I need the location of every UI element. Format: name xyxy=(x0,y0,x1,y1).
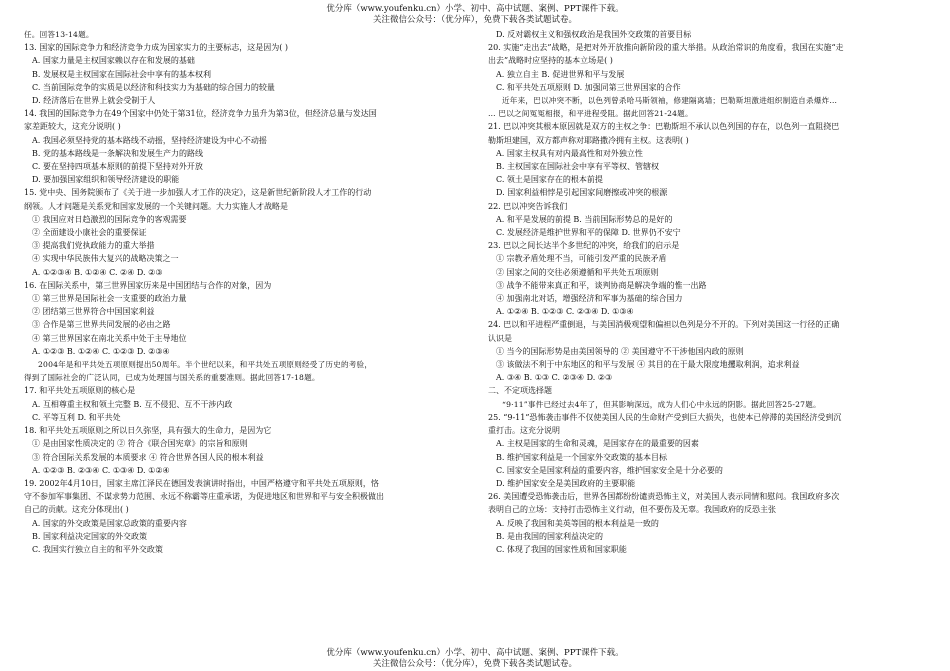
text-line: 19. 2002年4月10日，国家主席江泽民在德国发表演讲时指出，中国严格遵守和平共处五项原则，恪 xyxy=(24,478,379,488)
text-line: 得到了国际社会的广泛认同，已成为处理国与国关系的重要准则。据此回答17-18题。 xyxy=(24,373,320,383)
text-line: A. 国家主权具有对内最高性和对外独立性 xyxy=(496,148,643,158)
text-line: 16. 在国际关系中，第三世界国家历来是中国团结与合作的对象，因为 xyxy=(24,280,272,290)
text-line: B. 主权国家在国际社会中享有平等权、管辖权 xyxy=(496,162,659,172)
text-line: A. 国家的外交政策是国家总政策的重要内容 xyxy=(32,518,187,528)
text-line: C. 和平共处五项原则 D. 加强同第三世界国家的合作 xyxy=(496,82,681,92)
text-line: D. 国家利益相悖是引起国家间磨擦或冲突的根源 xyxy=(496,188,668,198)
footer-line-2: 关注微信公众号：（优分库），免费下载各类试题试卷。 xyxy=(372,659,577,669)
text-line: B. 发展权是主权国家在国际社会中享有的基本权利 xyxy=(32,69,211,79)
text-line: ② 团结第三世界符合中国国家利益 xyxy=(32,307,155,317)
text-line: A. ③④ B. ①③ C. ②③④ D. ②③ xyxy=(496,373,613,383)
text-line: C. 要在坚持四项基本原则的前提下坚持对外开放 xyxy=(32,162,203,172)
text-line: 20. 实施“走出去”战略，是把对外开放推向新阶段的重大举措。从政治常识的角度看，我国在实施“走 xyxy=(488,43,844,53)
text-line: A. 反映了我国和美英等国的根本利益是一致的 xyxy=(496,518,659,528)
text-line: 14. 我国的国际竞争力在49个国家中仍处于第31位，经济竞争力虽升为第3位，但经济总量与发达国 xyxy=(24,109,377,119)
text-line: D. 维护国家安全是美国政府的主要职能 xyxy=(496,478,636,488)
text-line: C. 我国实行独立自主的和平外交政策 xyxy=(32,544,163,554)
text-line: B. 国家利益决定国家的外交政策 xyxy=(32,531,147,541)
text-line: ① 第三世界是国际社会一支重要的政治力量 xyxy=(32,294,187,304)
text-line: C. 国家安全是国家利益的重要内容，维护国家安全是十分必要的 xyxy=(496,465,723,475)
text-line: A. 主权是国家的生命和灵魂，是国家存在的最重要的因素 xyxy=(496,439,699,449)
footer-line-1: 优分库（www.youfenku.cn）小学、初中、高中试题、案例、PPT课件下载。 xyxy=(326,648,624,658)
text-line: 家差距较大，这充分说明( ) xyxy=(24,122,121,132)
text-line: C. 当前国际竞争的实质是以经济和科技实力为基础的综合国力的较量 xyxy=(32,82,275,92)
text-line: 近年来，巴以冲突不断，以色列曾杀哈马斯领袖，修建隔离墙；巴勒斯坦激进组织制造自杀爆炸… xyxy=(502,96,838,106)
header-line-1: 优分库（www.youfenku.cn）小学、初中、高中试题、案例、PPT课件下载。 xyxy=(326,4,624,14)
text-line: 22. 巴以冲突告诉我们 xyxy=(488,201,568,211)
text-line: D. 要加强国家组织和领导经济建设的职能 xyxy=(32,175,180,185)
text-line: 23. 巴以之间长达半个多世纪的冲突，给我们的启示是 xyxy=(488,241,680,251)
text-line: ④ 第三世界国家在南北关系中处于主导地位 xyxy=(32,333,187,343)
page-footer xyxy=(0,648,950,670)
left-column xyxy=(24,28,468,556)
text-line: ③ 该做法不利于中东地区的和平与发展 ④ 其目的在于最大限度地攫取利润，追求利益 xyxy=(496,360,800,370)
text-line: … 巴以之间冤冤相报，和平进程受阻。据此回答21-24题。 xyxy=(488,109,693,119)
text-line: 13. 国家的国际竞争力和经济竞争力成为国家实力的主要标志，这是因为( ) xyxy=(24,43,289,53)
text-line: 15. 党中央、国务院颁布了《关于进一步加强人才工作的决定》，这是新世纪新阶段人才工作的行动 xyxy=(24,188,372,198)
text-line: 任。回答13-14题。 xyxy=(24,30,94,39)
text-line: “9·11”事件已经过去4年了，但其影响深远，成为人们心中永远的阴影。据此回答25-27题。 xyxy=(502,399,821,409)
text-line: C. 平等互利 D. 和平共处 xyxy=(32,412,121,422)
text-line: B. 是由我国的国家利益决定的 xyxy=(496,531,603,541)
text-line: 纲领。人才问题是关系党和国家发展的一个关键问题。大力实施人才战略是 xyxy=(24,201,288,211)
text-line: A. ①②③ B. ①②④ C. ①②③ D. ②③④ xyxy=(32,346,170,356)
text-line: 2004年是和平共处五项原则提出50周年。半个世纪以来，和平共处五项原则经受了历史的考验， xyxy=(38,360,373,370)
text-line: ① 当今的国际形势是由美国领导的 ② 美国遵守不干涉他国内政的原则 xyxy=(496,346,744,356)
text-line: 24. 巴以和平进程严重倒退，与美国消极观望和偏袒以色列是分不开的。下列对美国这一行径的正确 xyxy=(488,320,840,330)
text-line: 表明自己的立场：支持打击恐怖主义行动，但不要伤及无辜。我国政府的反恐主张 xyxy=(488,505,776,515)
text-line: 重打击。这充分说明 xyxy=(488,426,560,436)
text-line: A. 互相尊重主权和领土完整 B. 互不侵犯、互不干涉内政 xyxy=(32,399,233,409)
text-line: 认识是 xyxy=(488,333,512,343)
text-line: ③ 战争不能带来真正和平，谈判协商是解决争端的惟一出路 xyxy=(496,280,707,290)
text-line: ① 宗教矛盾处理不当，可能引发严重的民族矛盾 xyxy=(496,254,667,264)
text-line: ② 国家之间的交往必须遵循和平共处五项原则 xyxy=(496,267,659,277)
text-line: A. ①②③④ B. ①②④ C. ②④ D. ②③ xyxy=(32,267,163,277)
text-line: 二、不定项选择题 xyxy=(488,386,552,396)
text-line: C. 发展经济是维护世界和平的保障 D. 世界仍不安宁 xyxy=(496,228,681,238)
text-line: D. 反对霸权主义和强权政治是我国外交政策的首要目标 xyxy=(496,30,692,39)
right-column xyxy=(488,28,928,556)
text-line: 守不参加军事集团、不谋求势力范围、永远不称霸等庄重承诺，为促进地区和世界和平与安全积极做出 xyxy=(24,492,384,502)
text-line: 18. 和平共处五项原则之所以日久弥坚，具有强大的生命力，是因为它 xyxy=(24,426,272,436)
text-line: ① 我国应对日趋激烈的国际竞争的客观需要 xyxy=(32,214,187,224)
page-header xyxy=(0,4,950,26)
text-line: A. 和平是发展的前提 B. 当前国际形势总的是好的 xyxy=(496,214,673,224)
text-line: B. 维护国家利益是一个国家外交政策的基本目标 xyxy=(496,452,667,462)
text-line: A. 独立自主 B. 促进世界和平与发展 xyxy=(496,69,625,79)
text-line: ② 全面建设小康社会的重要保证 xyxy=(32,228,147,238)
text-line: 21. 巴以冲突其根本原因就是双方的主权之争：巴勒斯坦不承认以色列国的存在，以色列一直阻挠巴 xyxy=(488,122,840,132)
text-line: B. 党的基本路线是一条解决和发展生产力的路线 xyxy=(32,148,203,158)
text-line: A. 国家力量是主权国家赖以存在和发展的基础 xyxy=(32,56,195,66)
text-line: ③ 合作是第三世界共同发展的必由之路 xyxy=(32,320,171,330)
header-line-2: 关注微信公众号：（优分库），免费下载各类试题试卷。 xyxy=(372,15,577,25)
text-line: ④ 实现中华民族伟大复兴的战略决策之一 xyxy=(32,254,179,264)
text-line: 出去”战略时应坚持的基本立场是( ) xyxy=(488,56,613,66)
text-line: ③ 提高我们党执政能力的重大举措 xyxy=(32,241,155,251)
text-line: C. 领土是国家存在的根本前提 xyxy=(496,175,603,185)
text-line: C. 体现了我国的国家性质和国家职能 xyxy=(496,544,627,554)
text-line: 26. 美国遭受恐怖袭击后，世界各国都纷纷谴责恐怖主义，对美国人表示同情和慰问。我国政府多次 xyxy=(488,492,840,502)
text-line: 自己的贡献。这充分体现出( ) xyxy=(24,505,129,515)
text-line: 勒斯坦建国，双方都声称对耶路撒冷拥有主权。这表明( ) xyxy=(488,135,689,145)
text-line: ③ 符合国际关系发展的本质要求 ④ 符合世界各国人民的根本利益 xyxy=(32,452,264,462)
text-line: A. ①②④ B. ①②③ C. ②③④ D. ①③④ xyxy=(496,307,634,317)
text-line: 17. 和平共处五项原则的核心是 xyxy=(24,386,136,396)
text-line: ④ 加强南北对话，增强经济和军事为基础的综合国力 xyxy=(496,294,683,304)
text-line: 25. “9-11”恐怖袭击事件不仅使美国人民的生命财产受到巨大损失，也使本已停滞的美国经济受到沉 xyxy=(488,412,842,422)
text-line: A. ①②③ B. ②③④ C. ①③④ D. ①②④ xyxy=(32,465,170,475)
text-line: A. 我国必须坚持党的基本路线不动摇，坚持经济建设为中心不动摇 xyxy=(32,135,267,145)
text-line: ① 是由国家性质决定的 ② 符合《联合国宪章》的宗旨和原则 xyxy=(32,439,248,449)
text-line: D. 经济落后在世界上就会受制于人 xyxy=(32,96,156,106)
